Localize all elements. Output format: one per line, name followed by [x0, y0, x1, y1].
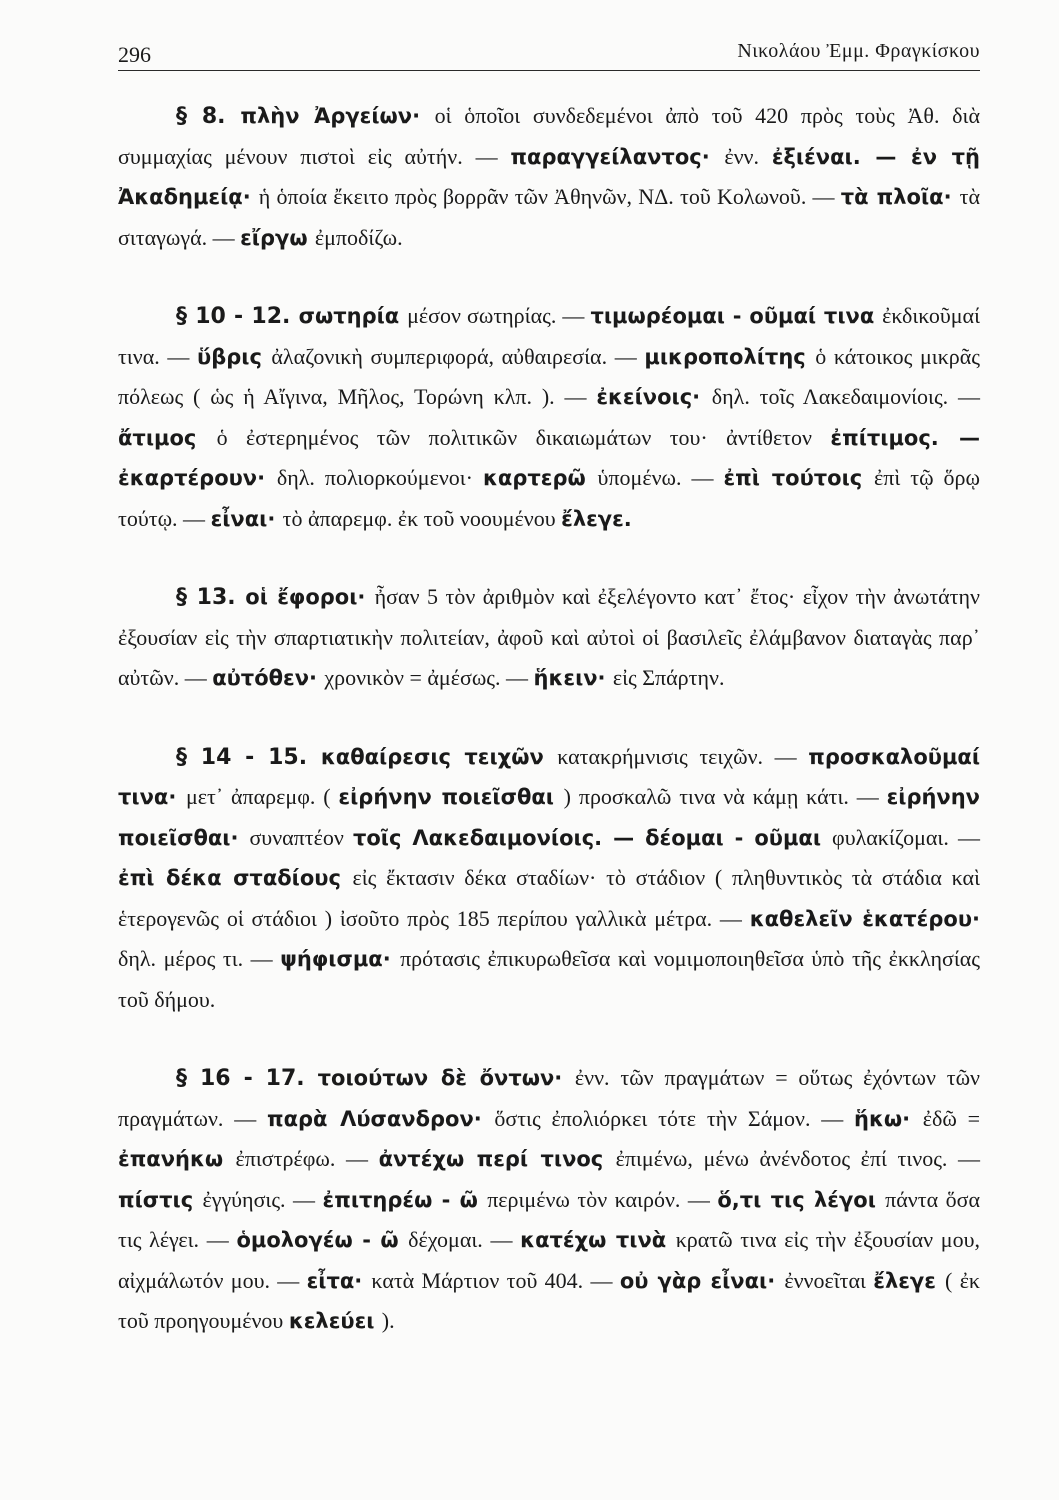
lemma-term: οὐ γὰρ εἶναι·: [619, 1268, 785, 1293]
gloss-text: ἐγγύησις. —: [202, 1186, 323, 1212]
lemma-term: παραγγείλαντος·: [510, 144, 725, 169]
commentary-body: [118, 96, 980, 1380]
gloss-text: ἡ ὁποία ἔκειτο πρὸς βορρᾶν τῶν Ἀθηνῶν, ΝΔ. τοῦ Κολωνοῦ. —: [258, 184, 841, 209]
gloss-text: ὁ κάτοικος μικρᾶς πόλεως ( ὡς ἡ Αἴγινα, Μῆλος, Τορώνη κλπ. ). —: [118, 343, 981, 409]
lemma-term: ἐκείνοις·: [596, 385, 712, 409]
lemma-term: τὰ πλοῖα·: [840, 185, 960, 209]
page-header: [118, 30, 980, 71]
section-8: [118, 96, 980, 258]
lemma-term: ὅ,τι τις λέγοι: [717, 1187, 886, 1212]
lemma-term: παρὰ Λύσανδρον·: [266, 1106, 495, 1131]
lemma-term: ἥκω·: [854, 1106, 923, 1131]
lemma-term: ἄτιμος: [118, 425, 217, 450]
section-number: § 16 - 17.: [176, 1066, 318, 1091]
gloss-text: ἐκδικοῦμαί τινα. —: [118, 303, 980, 369]
gloss-text: εἰς ἔκτασιν δέκα σταδίων· τὸ στάδιον ( πληθυντικὸς τὰ στάδια καὶ ἑτερογενῶς οἱ στάδιοι ) ἰσοῦτο πρὸς 185 περίπου γαλλικὰ μέτρα. —: [118, 865, 981, 931]
section-number: § 13.: [176, 585, 246, 610]
gloss-text: ).: [381, 1308, 395, 1333]
gloss-text: ἦσαν 5 τὸν ἀριθμὸν καὶ ἐξελέγοντο κατ᾽ ἔτος· εἶχον τὴν ἀνωτάτην ἐξουσίαν εἰς τὴν σπαρτιατικὴν πολιτείαν, ἀφοῦ καὶ αὐτοὶ οἱ βασιλεῖς ἐλάμβανον διαταγὰς παρ᾽ αὐτῶν. —: [118, 584, 980, 690]
lemma-term: ἐπὶ τούτοις: [723, 466, 874, 490]
lemma-term: ἐπιτηρέω - ῶ: [322, 1187, 488, 1212]
lemma-term: ἐπὶ δέκα σταδίους: [118, 866, 353, 890]
paragraph: [118, 296, 980, 539]
gloss-text: κατὰ Μάρτιον τοῦ 404. —: [371, 1267, 620, 1293]
lemma-term: πίστις: [118, 1187, 203, 1212]
section-10-12: [118, 296, 980, 539]
gloss-text: χρονικὸν = ἀμέσως. —: [324, 665, 534, 690]
lemma-term: καθελεῖν ἑκατέρου·: [749, 906, 980, 931]
lemma-term: μικροπολίτης: [644, 344, 816, 369]
gloss-text: περιμένω τὸν καιρόν. —: [487, 1186, 718, 1212]
lemma-term: σωτηρία: [298, 304, 408, 328]
paragraph: [118, 96, 980, 258]
section-number: § 10 - 12.: [176, 304, 299, 329]
gloss-text: μέσον σωτηρίας. —: [407, 303, 591, 328]
gloss-text: ἐπιμένω, μένω ἀνένδοτος ἐπί τινος. —: [615, 1146, 981, 1171]
gloss-text: ) προσκαλῶ τινα νὰ κάμῃ κάτι. —: [563, 784, 887, 809]
gloss-text: ὁ ἐστερημένος τῶν πολιτικῶν δικαιωμάτων του· ἀντίθετον: [216, 424, 831, 450]
gloss-text: μετ᾽ ἀπαρεμφ. (: [185, 784, 339, 809]
gloss-text: ( ἐκ τοῦ προηγουμένου: [118, 1267, 981, 1333]
lemma-term: αὐτόθεν·: [212, 666, 325, 690]
lemma-term: ἐπίτιμος. — ἐκαρτέρουν·: [118, 425, 980, 490]
gloss-text: κατακρήμνισις τειχῶν. —: [557, 743, 809, 769]
lemma-term: κελεύει: [288, 1309, 382, 1333]
lemma-term: ἐπανήκω: [118, 1147, 236, 1171]
paragraph: [118, 737, 980, 1021]
gloss-text: ἐμποδίζω.: [314, 224, 403, 250]
lemma-term: εἰρήνην ποιεῖσθαι·: [118, 785, 980, 850]
gloss-text: πρότασις ἐπικυρωθεῖσα καὶ νομιμοποιηθεῖσα ὑπὸ τῆς ἐκκλησίας τοῦ δήμου.: [118, 946, 980, 1012]
lemma-term: ὁμολογέω - ῶ: [236, 1228, 409, 1252]
lemma-term: κατέχω τινὰ: [520, 1228, 676, 1252]
lemma-term: καρτερῶ: [483, 466, 598, 490]
lemma-term: εἶτα·: [306, 1268, 372, 1293]
gloss-text: τὸ ἀπαρεμφ. ἐκ τοῦ νοουμένου: [282, 505, 562, 531]
lemma-term: προσκαλοῦμαί τινα·: [118, 744, 981, 809]
gloss-text: δηλ. τοῖς Λακεδαιμονίοις. —: [711, 384, 980, 409]
section-13: [118, 577, 980, 699]
gloss-text: συναπτέον: [249, 824, 353, 850]
running-head: Νικολάου Ἐμμ. Φραγκίσκου: [737, 40, 980, 62]
lemma-term: τοῖς Λακεδαιμονίοις. — δέομαι - οῦμαι: [352, 825, 832, 850]
lemma-term: οἱ ἔφοροι·: [245, 585, 375, 609]
gloss-text: ἐδῶ =: [922, 1105, 980, 1131]
gloss-text: ἐνν.: [724, 143, 772, 169]
lemma-term: ψήφισμα·: [280, 947, 401, 971]
lemma-term: εἶναι·: [210, 506, 283, 531]
lemma-term: ὕβρις: [197, 344, 272, 369]
lemma-term: ἀντέχω περί τινος: [378, 1147, 616, 1171]
gloss-text: ὑπομένω. —: [597, 465, 724, 490]
gloss-text: δέχομαι. —: [408, 1227, 521, 1252]
paragraph: [118, 577, 980, 699]
gloss-text: εἰς Σπάρτην.: [612, 665, 725, 690]
lemma-term: τιμωρέομαι - οῦμαί τινα: [590, 304, 883, 328]
lemma-term: πλὴν Ἀργείων·: [240, 104, 435, 128]
lemma-term: ἔλεγε: [873, 1268, 946, 1293]
gloss-text: τὰ σιταγωγά. —: [118, 184, 980, 250]
gloss-text: δηλ. πολιορκούμενοι·: [276, 465, 483, 490]
gloss-text: φυλακίζομαι. —: [832, 824, 980, 850]
gloss-text: ἀλαζονικὴ συμπεριφορά, αὐθαιρεσία. —: [271, 343, 645, 369]
gloss-text: ἐννοεῖται: [784, 1267, 874, 1293]
gloss-text: δηλ. μέρος τι. —: [118, 946, 281, 971]
lemma-term: ἐξιέναι. — ἐν τῇ Ἀκαδημείᾳ·: [118, 144, 981, 209]
gloss-text: ἐπιστρέφω. —: [235, 1146, 379, 1171]
gloss-text: ὅστις ἐπολιόρκει τότε τὴν Σάμον. —: [494, 1105, 855, 1131]
gloss-text: ἐνν. τῶν πραγμάτων = οὕτως ἐχόντων τῶν πραγμάτων. —: [118, 1065, 980, 1131]
lemma-term: ἔλεγε.: [561, 506, 632, 531]
gloss-text: κρατῶ τινα εἰς τὴν ἐξουσίαν μου, αἰχμάλωτόν μου. —: [118, 1227, 980, 1293]
lemma-term: καθαίρεσις τειχῶν: [320, 744, 558, 769]
lemma-term: εἰρήνην ποιεῖσθαι: [338, 785, 564, 809]
gloss-text: ἐπὶ τῷ ὅρῳ τούτῳ. —: [118, 465, 980, 531]
page-number: 296: [118, 42, 151, 67]
section-14-15: [118, 737, 980, 1021]
section-number: § 14 - 15.: [176, 744, 321, 770]
gloss-text: πάντα ὅσα τις λέγει. —: [118, 1186, 980, 1252]
gloss-text: οἱ ὁποῖοι συνδεδεμένοι ἀπὸ τοῦ 420 πρὸς τοὺς Ἀθ. διὰ συμμαχίας μένουν πιστοὶ εἰς αὐτήν. —: [118, 103, 980, 169]
lemma-term: ἥκειν·: [533, 666, 613, 690]
lemma-term: τοιούτων δὲ ὄντων·: [317, 1066, 575, 1090]
section-16-17: [118, 1058, 980, 1342]
lemma-term: εἴργω: [240, 225, 315, 250]
paragraph: [118, 1058, 980, 1342]
section-number: § 8.: [176, 104, 241, 129]
